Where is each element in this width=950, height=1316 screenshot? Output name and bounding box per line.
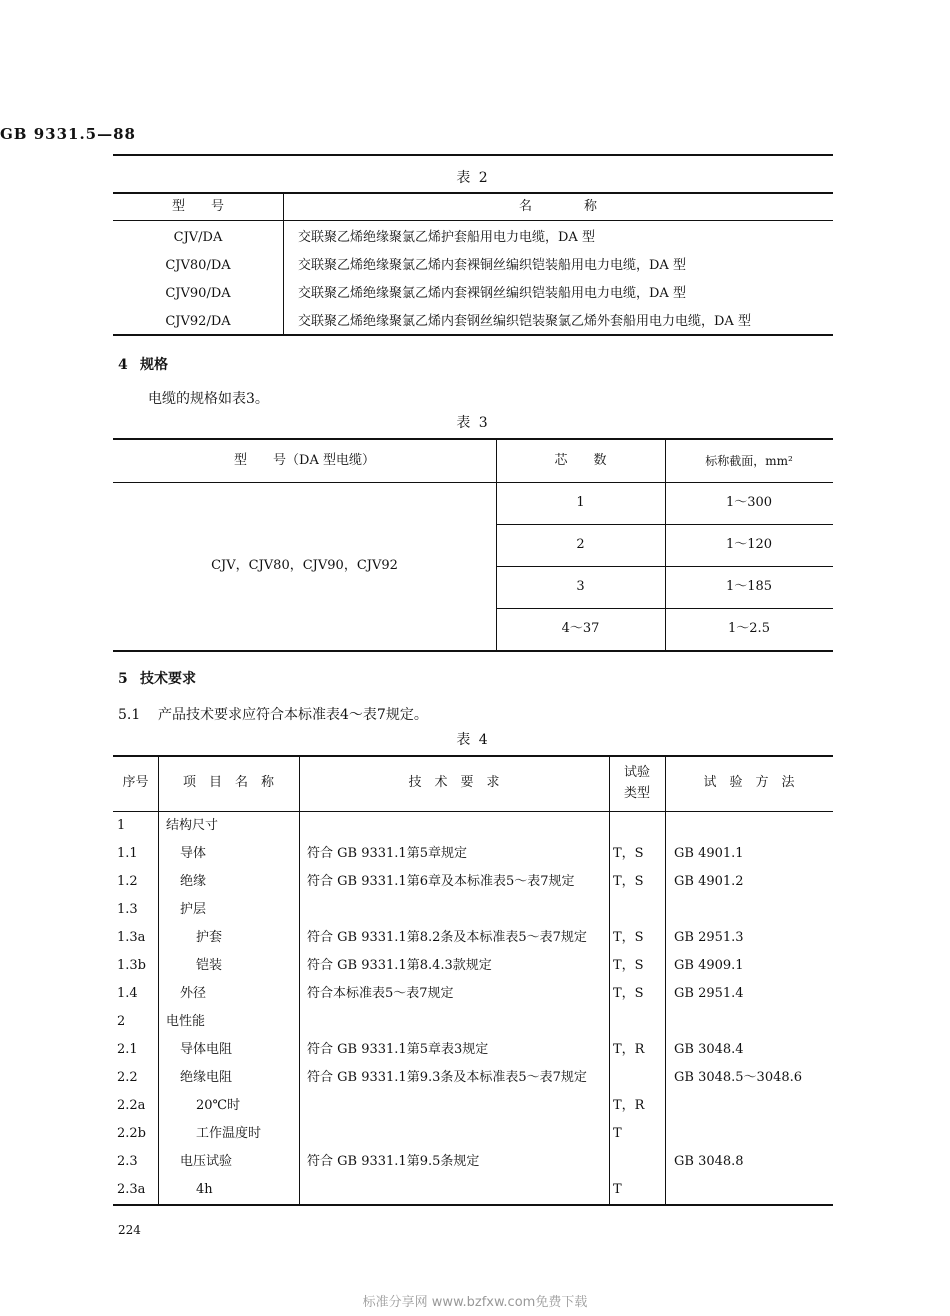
table3-caption: 表 3 — [456, 415, 490, 431]
table4-row-item: 电压试验 — [180, 1154, 233, 1169]
table4-row-item: 绝缘电阻 — [180, 1070, 233, 1085]
table4-row-item: 电性能 — [166, 1014, 206, 1029]
table4-row-item: 4h — [196, 1182, 213, 1197]
table3-col-section: 标称截面，mm² — [705, 454, 793, 468]
table4-row-no: 1.3 — [117, 902, 138, 917]
table2-col-model: 型 号 — [171, 199, 224, 214]
table2-bottom-rule — [113, 334, 833, 336]
table3-col-cores: 芯 数 — [554, 453, 607, 468]
table4-row-type: T — [613, 1126, 622, 1141]
table4-row-no: 2.3 — [117, 1154, 138, 1169]
table4-row-no: 2 — [117, 1014, 126, 1029]
table3-row-cores: 1 — [576, 495, 585, 510]
table4-row-method: GB 4909.1 — [674, 958, 744, 973]
section51-text: 产品技术要求应符合本标准表4～表7规定。 — [158, 707, 428, 723]
table4-caption: 表 4 — [456, 732, 490, 748]
table4-row-no: 1 — [117, 818, 126, 833]
table4-row-req: 符合本标准表5～表7规定 — [307, 986, 454, 1001]
table4-row-type: T，S — [613, 874, 644, 889]
table4-col-type-2: 类型 — [623, 786, 650, 801]
section5-title: 技术要求 — [140, 671, 196, 687]
table4-row-no: 2.2 — [117, 1070, 138, 1085]
table2-col-name: 名 称 — [518, 199, 597, 214]
table4-row-req: 符合 GB 9331.1第8.4.3款规定 — [307, 958, 492, 973]
table3-row-cores: 2 — [576, 537, 585, 552]
table2-top-rule — [113, 192, 833, 194]
table2-row-model: CJV90/DA — [165, 286, 231, 301]
table2-row-model: CJV92/DA — [165, 314, 231, 329]
table4-row-no: 1.2 — [117, 874, 138, 889]
table2-row-name: 交联聚乙烯绝缘聚氯乙烯内套裸钢丝编织铠装船用电力电缆，DA 型 — [298, 286, 686, 301]
table4-row-item: 导体 — [180, 846, 207, 861]
table4-row-no: 1.3a — [117, 930, 146, 945]
table4-row-no: 1.3b — [117, 958, 146, 973]
table3-row-cores: 4～37 — [561, 621, 600, 636]
section51-number: 5.1 — [118, 707, 141, 723]
table4-row-item: 20℃时 — [196, 1098, 241, 1113]
section4-text: 电缆的规格如表3。 — [148, 391, 269, 407]
table2-row-name: 交联聚乙烯绝缘聚氯乙烯内套钢丝编织铠装聚氯乙烯外套船用电力电缆，DA 型 — [298, 314, 751, 329]
table4-row-item: 护层 — [180, 902, 207, 917]
table4-row-no: 2.1 — [117, 1042, 138, 1057]
table4-row-no: 1.1 — [117, 846, 138, 861]
document-header: GB 9331.5—88 — [0, 125, 136, 143]
table4-divider — [609, 755, 610, 1204]
table4-row-method: GB 4901.1 — [674, 846, 744, 861]
table3-bottom-rule — [113, 650, 833, 652]
table4-row-req: 符合 GB 9331.1第5章规定 — [307, 846, 467, 861]
table4-col-item: 项 目 名 称 — [182, 775, 274, 790]
table4-row-type: T，R — [613, 1042, 645, 1057]
table3-head-rule — [113, 482, 833, 483]
table4-row-item: 绝缘 — [180, 874, 207, 889]
table4-row-req: 符合 GB 9331.1第5章表3规定 — [307, 1042, 489, 1057]
table3-row-cores: 3 — [576, 579, 585, 594]
table4-row-method: GB 3048.8 — [674, 1154, 744, 1169]
table4-row-method: GB 3048.5～3048.6 — [674, 1070, 803, 1085]
table4-row-type: T，S — [613, 986, 644, 1001]
table3-model-value: CJV，CJV80，CJV90，CJV92 — [211, 558, 398, 573]
section4-number: 4 — [118, 357, 128, 373]
table4-row-no: 2.3a — [117, 1182, 146, 1197]
table4-col-no: 序号 — [122, 775, 149, 790]
table4-col-method: 试 验 方 法 — [703, 775, 795, 790]
table2-row-name: 交联聚乙烯绝缘聚氯乙烯护套船用电力电缆，DA 型 — [298, 230, 595, 245]
table3-row-section: 1～2.5 — [728, 621, 770, 636]
table2-row-model: CJV/DA — [173, 230, 223, 245]
table4-row-type: T，S — [613, 846, 644, 861]
table3-row-section: 1～185 — [725, 579, 773, 594]
table4-row-item: 结构尺寸 — [166, 818, 219, 833]
table2-caption: 表 2 — [456, 170, 490, 186]
table2-head-rule — [113, 220, 833, 221]
table4-row-method: GB 3048.4 — [674, 1042, 744, 1057]
table4-col-type-1: 试验 — [623, 765, 650, 780]
table4-row-type: T，S — [613, 930, 644, 945]
header-rule — [113, 154, 833, 156]
table2-row-model: CJV80/DA — [165, 258, 231, 273]
table4-row-method: GB 2951.4 — [674, 986, 744, 1001]
table4-row-req: 符合 GB 9331.1第6章及本标准表5～表7规定 — [307, 874, 575, 889]
table4-row-item: 导体电阻 — [180, 1042, 233, 1057]
section5-number: 5 — [118, 671, 128, 687]
table4-row-item: 护套 — [196, 930, 223, 945]
section4-title: 规格 — [140, 357, 168, 373]
table3-top-rule — [113, 438, 833, 440]
table4-row-item: 铠装 — [196, 958, 223, 973]
table4-head-rule — [113, 811, 833, 812]
table4-row-req: 符合 GB 9331.1第9.3条及本标准表5～表7规定 — [307, 1070, 587, 1085]
footer-watermark: 标准分享网 www.bzfxw.com免费下载 — [362, 1295, 588, 1310]
table4-bottom-rule — [113, 1204, 833, 1206]
table4-row-method: GB 2951.3 — [674, 930, 744, 945]
table4-divider — [665, 755, 666, 1204]
table4-divider — [299, 755, 300, 1204]
table4-row-type: T，R — [613, 1098, 645, 1113]
table4-row-item: 外径 — [180, 986, 207, 1001]
table4-row-method: GB 4901.2 — [674, 874, 744, 889]
table3-col-model: 型 号（DA 型电缆） — [234, 453, 375, 468]
table4-row-item: 工作温度时 — [196, 1126, 262, 1141]
table3-row-section: 1～120 — [725, 537, 773, 552]
table4-row-req: 符合 GB 9331.1第8.2条及本标准表5～表7规定 — [307, 930, 587, 945]
table4-row-type: T，S — [613, 958, 644, 973]
table4-row-type: T — [613, 1182, 622, 1197]
table4-divider — [158, 755, 159, 1204]
table4-row-req: 符合 GB 9331.1第9.5条规定 — [307, 1154, 480, 1169]
page-number: 224 — [118, 1223, 141, 1237]
table4-top-rule — [113, 755, 833, 757]
table4-col-req: 技 术 要 求 — [408, 775, 500, 790]
table2-row-name: 交联聚乙烯绝缘聚氯乙烯内套裸铜丝编织铠装船用电力电缆，DA 型 — [298, 258, 686, 273]
table4-row-no: 1.4 — [117, 986, 138, 1001]
table3-row-section: 1～300 — [725, 495, 773, 510]
table4-row-no: 2.2a — [117, 1098, 146, 1113]
table4-row-no: 2.2b — [117, 1126, 146, 1141]
